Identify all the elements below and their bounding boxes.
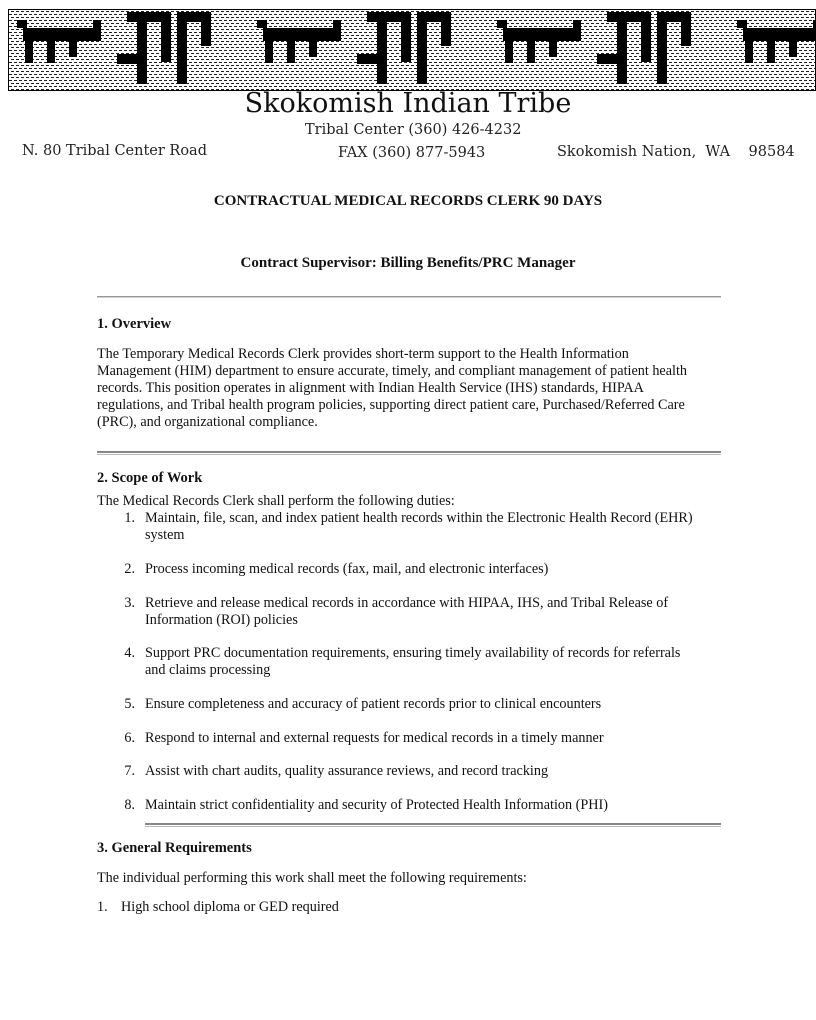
duty-number: 5. [124, 696, 135, 712]
requirement-text: High school diploma or GED required [121, 899, 339, 915]
duty-text: Maintain, file, scan, and index patient health records within the Electronic Health Record (EHR) [145, 510, 693, 526]
contract-supervisor: Contract Supervisor: Billing Benefits/PRC Manager [240, 255, 576, 271]
duty-text: Information (ROI) policies [145, 612, 298, 628]
duty-number: 4. [124, 645, 135, 661]
duty-text: system [145, 527, 185, 543]
tribal-pattern-banner [8, 9, 816, 91]
tribal-center-phone: Tribal Center (360) 426-4232 [305, 122, 522, 138]
city-state-zip: Skokomish Nation, WA 98584 [557, 144, 795, 160]
duty-text: Ensure completeness and accuracy of patient records prior to clinical encounters [145, 696, 602, 712]
duty-text: Maintain strict confidentiality and security of Protected Health Information (PHI) [145, 797, 608, 813]
divider [97, 451, 721, 455]
duty-number: 3. [124, 595, 135, 611]
duty-number: 6. [124, 730, 135, 746]
duty-number: 2. [124, 561, 135, 577]
overview-line: (PRC), and organizational compliance. [97, 414, 318, 430]
duty-number: 7. [124, 763, 135, 779]
duty-text: Respond to internal and external requests for medical records in a timely manner [145, 730, 604, 746]
overview-line: records. This position operates in alignment with Indian Health Service (IHS) standards, HIPAA [97, 380, 644, 396]
overview-line: Management (HIM) department to ensure accurate, timely, and compliant management of patient health [97, 363, 687, 379]
duty-number: 1. [124, 510, 135, 526]
scope-heading: 2. Scope of Work [97, 470, 203, 486]
overview-line: regulations, and Tribal health program policies, supporting direct patient care, Purchased/Referred Care [97, 397, 685, 413]
requirement-number: 1. [97, 899, 108, 915]
tribe-name: Skokomish Indian Tribe [244, 88, 572, 119]
fax-number: FAX (360) 877-5943 [338, 145, 486, 161]
divider [97, 296, 721, 298]
overview-paragraph [97, 346, 717, 431]
divider [145, 823, 721, 827]
requirements-intro: The individual performing this work shall meet the following requirements: [97, 870, 527, 886]
duty-text: Process incoming medical records (fax, mail, and electronic interfaces) [145, 561, 549, 577]
street-address: N. 80 Tribal Center Road [22, 143, 207, 159]
overview-heading: 1. Overview [97, 316, 172, 332]
duty-text: Retrieve and release medical records in accordance with HIPAA, IHS, and Tribal Release of [145, 595, 669, 611]
duty-number: 8. [124, 797, 135, 813]
duty-text: and claims processing [145, 662, 271, 678]
duty-text: Assist with chart audits, quality assurance reviews, and record tracking [145, 763, 549, 779]
document-title: CONTRACTUAL MEDICAL RECORDS CLERK 90 DAYS [213, 193, 603, 209]
duty-text: Support PRC documentation requirements, ensuring timely availability of records for referrals [145, 645, 681, 661]
overview-line: The Temporary Medical Records Clerk provides short-term support to the Health Information [97, 346, 629, 362]
scope-intro: The Medical Records Clerk shall perform the following duties: [97, 493, 455, 509]
requirements-heading: 3. General Requirements [97, 840, 252, 856]
